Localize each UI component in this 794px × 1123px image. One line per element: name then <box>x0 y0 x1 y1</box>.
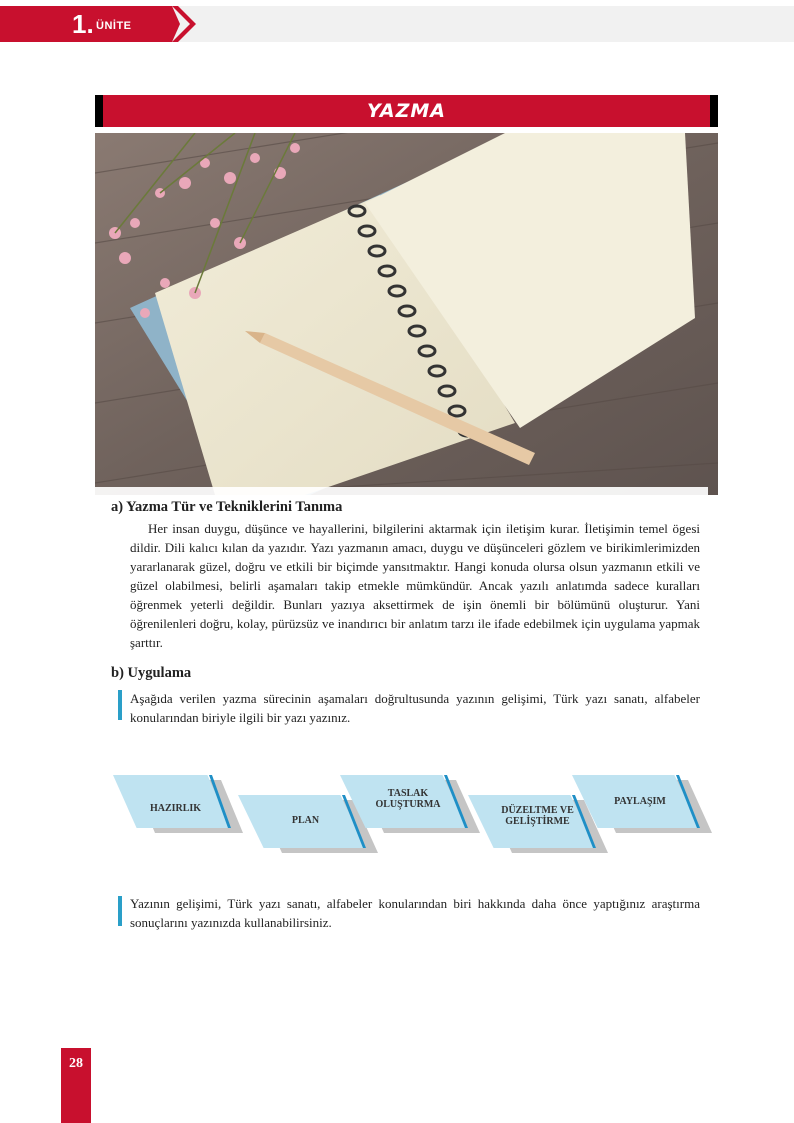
notebook-photo <box>95 133 718 495</box>
section-a-heading: a) Yazma Tür ve Tekniklerini Tanıma <box>111 499 343 515</box>
page-number: 28 <box>69 1056 83 1071</box>
step-label: PAYLAŞIM <box>614 796 666 807</box>
section-b-instruction: Aşağıda verilen yazma sürecinin aşamaları doğrultusunda yazının gelişimi, Türk yazı sanatı, alfabeler konularından biriyle ilgili bir yazı yazınız. <box>130 691 700 725</box>
step-hazirlik <box>113 775 243 835</box>
notebook-image <box>95 133 718 495</box>
step-label: DÜZELTME VE GELİŞTİRME <box>501 805 574 827</box>
section-b-heading: b) Uygulama <box>111 665 192 681</box>
section-title: YAZMA <box>103 95 710 127</box>
note-marker <box>118 896 122 926</box>
unit-label: ÜNİTE <box>96 20 132 32</box>
instruction-marker <box>118 690 122 720</box>
step-paylasim <box>572 775 718 835</box>
step-taslak <box>340 775 480 835</box>
step-label: HAZIRLIK <box>149 803 202 814</box>
section-a-paragraph: Her insan duygu, düşünce ve hayallerini, bilgilerini aktarmak için iletişim kurar. İletişimin temel ögesi dildir. Dili kalıcı kılan da yazıdır. Yazı yazmanın amacı, duygu ve düşünceleri gözlem ve birikimlerimizden yararlanarak güzel, doğru ve etkili bir biçimde yansıtmaktır. Hangi konuda olursa olsun yazmanın etkili ve güzel olabilmesi, belirli aşamaları takip etmekle mümkündür. Ancak yazılı anlatımda sadece kuralları öğrenmek yeterli değildir. Bunları yazıya aksettirmek de işin önemli bir bölümünü oluşturur. Yani öğrenilenleri doğru, kolay, pürüzsüz ve inandırıcı bir anlatım tarzı ile ifade edebilmek için uygulama yapmak şarttır. <box>130 521 700 650</box>
step-label: TASLAK OLUŞTURMA <box>375 788 441 810</box>
step-label: PLAN <box>291 815 320 826</box>
unit-number: 1. <box>72 9 94 39</box>
section-b-note: Yazının gelişimi, Türk yazı sanatı, alfabeler konularından biri hakkında daha önce yaptığınız araştırma sonuçlarını yazınızda kullanabilirsiniz. <box>130 896 700 930</box>
